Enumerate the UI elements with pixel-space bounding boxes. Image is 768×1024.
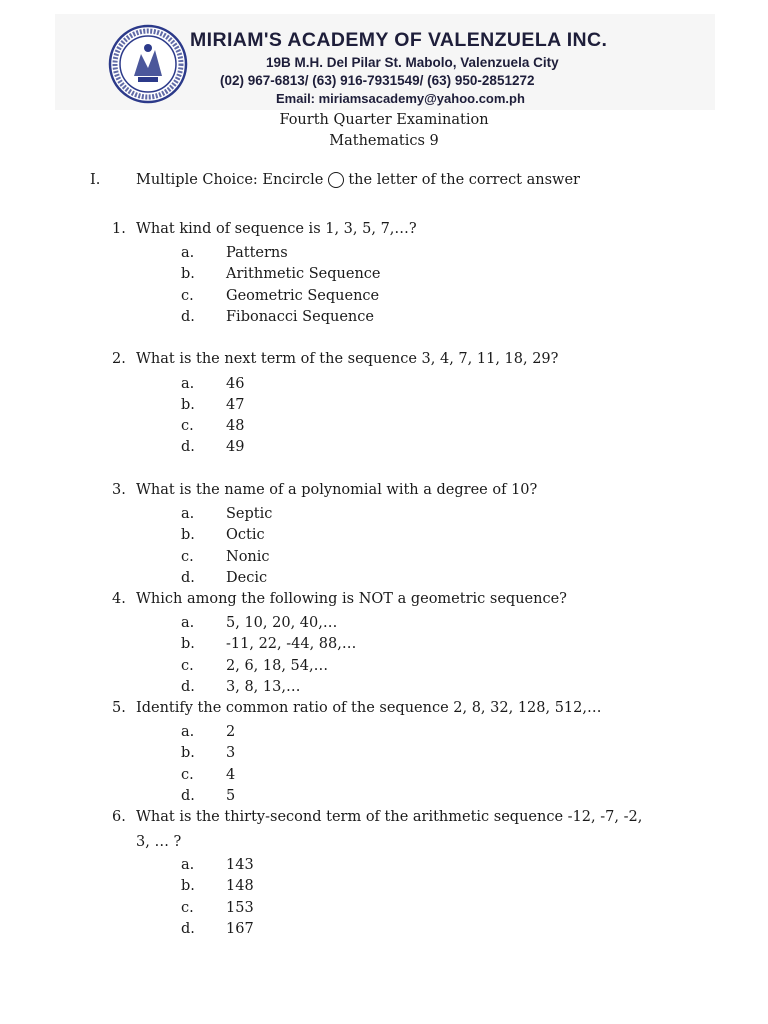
option-text: Patterns — [226, 245, 288, 261]
option-letter: b. — [181, 745, 195, 761]
option-letter: d. — [181, 921, 195, 937]
circle-icon — [328, 172, 344, 188]
option-text: 4 — [226, 767, 236, 783]
option-letter: d. — [181, 788, 195, 804]
option-letter: b. — [181, 878, 195, 894]
option-letter: c. — [181, 658, 194, 674]
option-text: 143 — [226, 857, 254, 873]
instruction-after: the letter of the correct answer — [348, 172, 580, 188]
section-number: I. — [90, 172, 101, 188]
question-text: What is the thirty-second term of the arithmetic sequence -12, -7, -2, — [136, 809, 643, 825]
exam-title: Fourth Quarter Examination — [279, 112, 489, 128]
question-number: 1. — [112, 221, 126, 237]
option-letter: d. — [181, 570, 195, 586]
option-text: 3 — [226, 745, 236, 761]
school-seal-icon — [108, 24, 188, 104]
option-text: 148 — [226, 878, 254, 894]
option-letter: a. — [181, 376, 195, 392]
option-text: 5 — [226, 788, 236, 804]
question-number: 6. — [112, 809, 126, 825]
question-text: Which among the following is NOT a geometric sequence? — [136, 591, 567, 607]
option-text: 2, 6, 18, 54,… — [226, 658, 329, 674]
question-text: Identify the common ratio of the sequence 2, 8, 32, 128, 512,… — [136, 700, 602, 716]
option-text: 46 — [226, 376, 245, 392]
option-letter: c. — [181, 900, 194, 916]
option-text: 47 — [226, 397, 245, 413]
option-text: Fibonacci Sequence — [226, 309, 374, 325]
option-letter: a. — [181, 724, 195, 740]
option-letter: c. — [181, 418, 194, 434]
option-text: 3, 8, 13,… — [226, 679, 301, 695]
option-text: Decic — [226, 570, 268, 586]
option-text: 2 — [226, 724, 236, 740]
option-text: 167 — [226, 921, 254, 937]
question-number: 2. — [112, 351, 126, 367]
option-letter: b. — [181, 266, 195, 282]
option-text: 153 — [226, 900, 254, 916]
option-text: Arithmetic Sequence — [226, 266, 381, 282]
question-number: 4. — [112, 591, 126, 607]
question-text: What is the name of a polynomial with a degree of 10? — [136, 482, 538, 498]
school-email: Email: miriamsacademy@yahoo.com.ph — [276, 91, 525, 106]
option-letter: b. — [181, 636, 195, 652]
question-number: 5. — [112, 700, 126, 716]
option-letter: d. — [181, 439, 195, 455]
question-number: 3. — [112, 482, 126, 498]
option-text: 48 — [226, 418, 245, 434]
option-text: -11, 22, -44, 88,… — [226, 636, 357, 652]
school-name: MIRIAM'S ACADEMY OF VALENZUELA INC. — [190, 29, 608, 51]
option-letter: c. — [181, 288, 194, 304]
question-text: What is the next term of the sequence 3, 4, 7, 11, 18, 29? — [136, 351, 559, 367]
option-text: 5, 10, 20, 40,… — [226, 615, 338, 631]
instruction-before: Multiple Choice: Encircle — [136, 172, 324, 188]
option-letter: d. — [181, 309, 195, 325]
option-letter: c. — [181, 549, 194, 565]
option-letter: a. — [181, 245, 195, 261]
question-text: What kind of sequence is 1, 3, 5, 7,…? — [136, 221, 417, 237]
option-text: Geometric Sequence — [226, 288, 380, 304]
school-phones: (02) 967-6813/ (63) 916-7931549/ (63) 950-2851272 — [220, 73, 535, 88]
exam-subject: Mathematics 9 — [329, 133, 439, 149]
section-instruction — [136, 172, 580, 188]
option-text: 49 — [226, 439, 245, 455]
option-letter: a. — [181, 857, 195, 873]
option-text: Septic — [226, 506, 273, 522]
option-letter: c. — [181, 767, 194, 783]
option-letter: b. — [181, 397, 195, 413]
option-letter: d. — [181, 679, 195, 695]
school-address: 19B M.H. Del Pilar St. Mabolo, Valenzuela City — [266, 55, 559, 70]
option-letter: b. — [181, 527, 195, 543]
question-text-continued: 3, … ? — [136, 834, 182, 850]
option-letter: a. — [181, 615, 195, 631]
option-text: Octic — [226, 527, 265, 543]
option-letter: a. — [181, 506, 195, 522]
option-text: Nonic — [226, 549, 270, 565]
